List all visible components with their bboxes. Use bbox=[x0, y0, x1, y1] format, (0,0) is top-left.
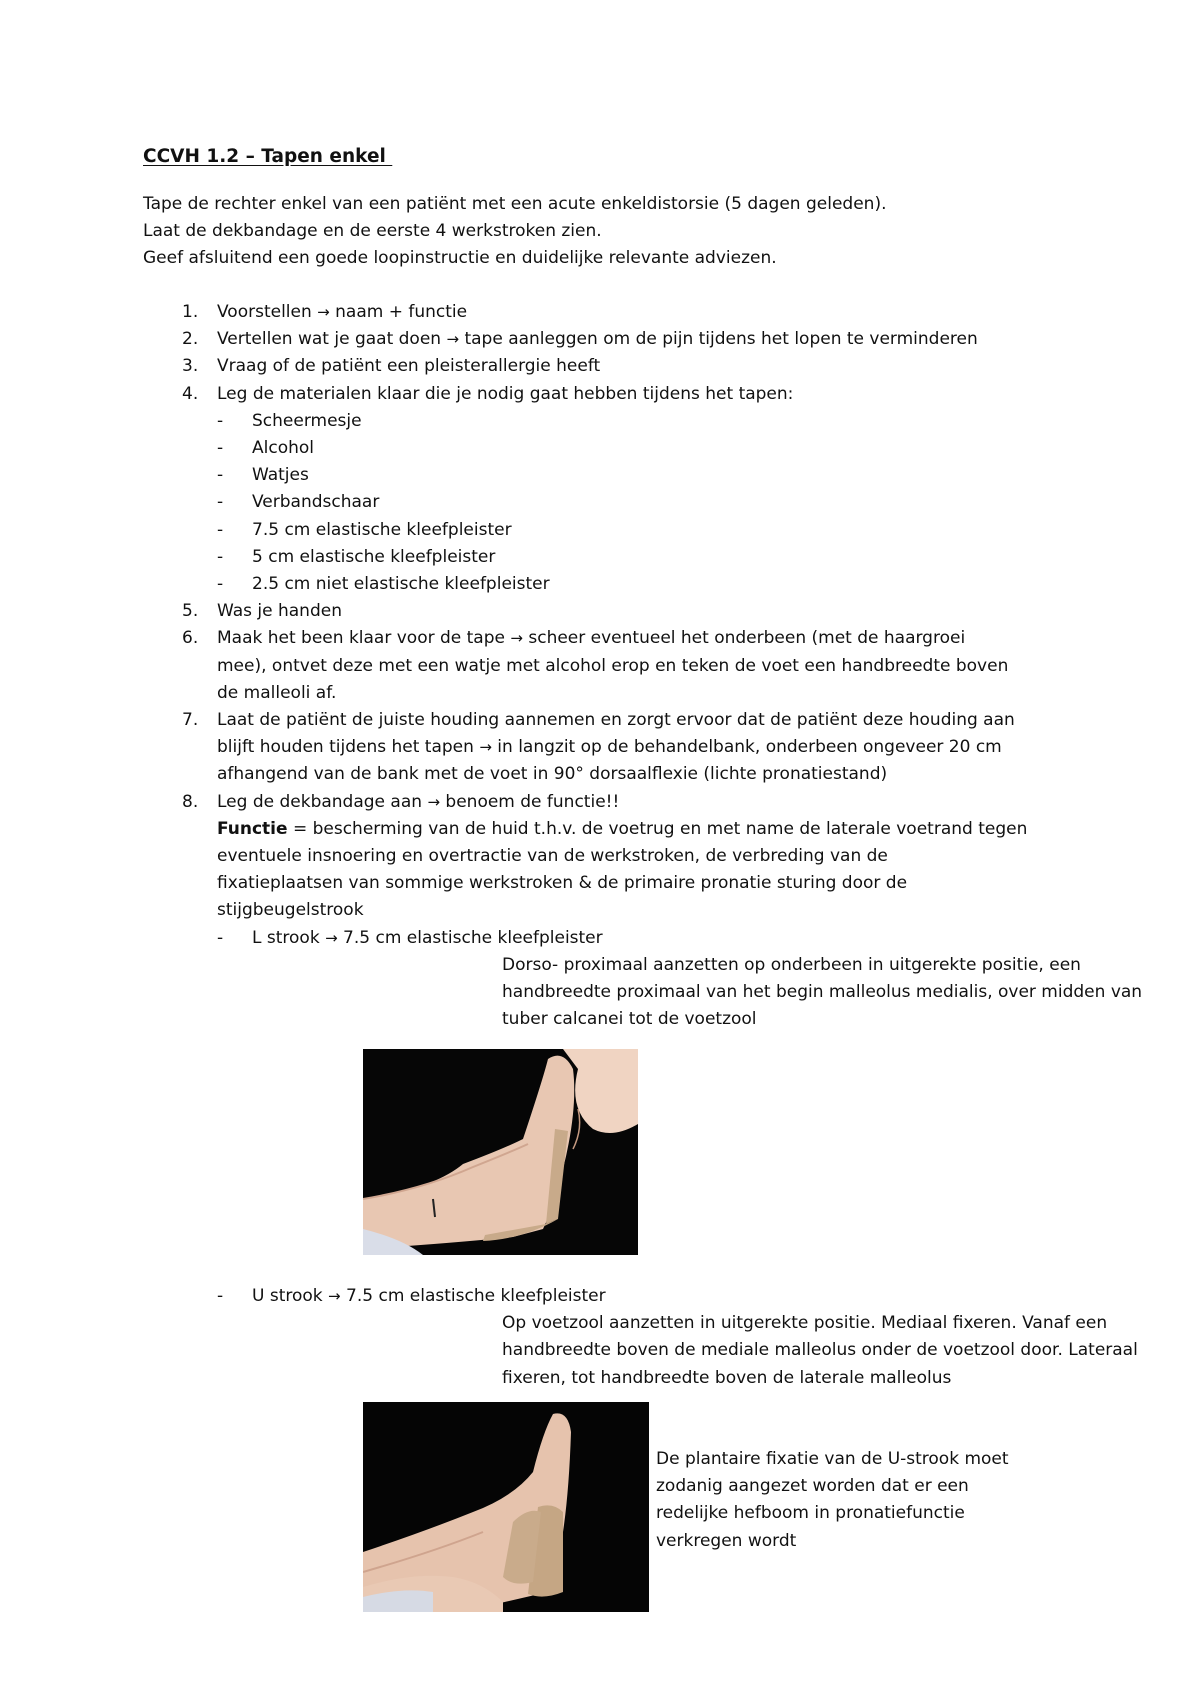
strip-description bbox=[143, 952, 1143, 1034]
material-item: 2.5 cm niet elastische kleefpleister bbox=[252, 574, 550, 595]
bullet-dash: - bbox=[217, 410, 224, 431]
description-line: handbreedte boven de mediale malleolus onder de voetzool door. Lateraal bbox=[502, 1340, 1138, 1361]
step-text: de malleoli af. bbox=[217, 682, 337, 703]
arrow-icon: → bbox=[446, 330, 460, 349]
description-line: Op voetzool aanzetten in uitgerekte positie. Mediaal fixeren. Vanaf een bbox=[502, 1313, 1108, 1334]
arrow-icon: → bbox=[325, 928, 338, 947]
bullet-dash: - bbox=[217, 574, 224, 595]
bullet-dash: - bbox=[217, 546, 224, 567]
bullet-dash: - bbox=[217, 1286, 224, 1306]
arrow-icon: → bbox=[510, 629, 523, 648]
caption-line: zodanig aangezet worden dat er een bbox=[656, 1476, 969, 1497]
strip-name: U strook bbox=[252, 1286, 329, 1306]
step-text: blijft houden tijdens het tapen bbox=[217, 737, 480, 758]
page-title: CCVH 1.2 – Tapen enkel bbox=[143, 146, 393, 167]
list-item bbox=[143, 489, 1073, 516]
step-item bbox=[143, 598, 1073, 625]
step-text: Laat de patiënt de juiste houding aannemen en zorgt ervoor dat de patiënt deze houding aan bbox=[217, 710, 1015, 731]
list-item bbox=[143, 435, 1073, 462]
list-item bbox=[143, 544, 1073, 571]
material-item: 7.5 cm elastische kleefpleister bbox=[252, 519, 512, 540]
strip-material: 7.5 cm elastische kleefpleister bbox=[340, 1286, 606, 1306]
l-strip-photo bbox=[363, 1049, 638, 1255]
step-text: afhangend van de bank met de voet in 90° dorsaalflexie (lichte pronatiestand) bbox=[217, 764, 888, 785]
photo-caption bbox=[656, 1446, 1009, 1555]
description-line: tuber calcanei tot de voetzool bbox=[502, 1009, 757, 1030]
step-text: eventuele insnoering en overtractie van de werkstroken, de verbreding van de bbox=[217, 846, 888, 867]
caption-line: verkregen wordt bbox=[656, 1530, 797, 1551]
step-text: Was je handen bbox=[217, 601, 342, 622]
step-text: naam + functie bbox=[329, 302, 468, 322]
arrow-icon: → bbox=[328, 1287, 341, 1305]
step-number: 5. bbox=[182, 601, 199, 622]
step-item bbox=[143, 625, 1073, 707]
step-text: mee), ontvet deze met een watje met alcohol erop en teken de voet een handbreedte boven bbox=[217, 655, 1009, 676]
description-line: Dorso- proximaal aanzetten op onderbeen in uitgerekte positie, een bbox=[502, 954, 1081, 975]
step-text: scheer eventueel het onderbeen (met de haargroei bbox=[522, 628, 966, 649]
list-item bbox=[143, 571, 1073, 598]
arrow-icon: → bbox=[427, 792, 441, 811]
step-number: 6. bbox=[182, 628, 199, 649]
steps-list bbox=[143, 299, 1143, 1033]
step-item bbox=[143, 353, 1073, 380]
material-item: Alcohol bbox=[252, 438, 314, 459]
step-text: stijgbeugelstrook bbox=[217, 900, 364, 921]
list-item bbox=[143, 1283, 1138, 1310]
u-strip-photo bbox=[363, 1402, 649, 1612]
arrow-icon: → bbox=[317, 303, 330, 321]
intro-line: Geef afsluitend een goede loopinstructie en duidelijke relevante adviezen. bbox=[143, 248, 777, 268]
bullet-dash: - bbox=[217, 492, 224, 513]
step-text: tape aanleggen om de pijn tijdens het lopen te verminderen bbox=[459, 329, 978, 350]
step-item bbox=[143, 707, 1073, 789]
u-strip-section bbox=[143, 1283, 1138, 1392]
step-number: 8. bbox=[182, 791, 199, 812]
intro-line: Tape de rechter enkel van een patiënt met een acute enkeldistorsie (5 dagen geleden). bbox=[143, 194, 887, 214]
list-item bbox=[143, 408, 1073, 435]
list-item bbox=[143, 462, 1073, 489]
strip-material: 7.5 cm elastische kleefpleister bbox=[337, 927, 603, 948]
step-item bbox=[143, 789, 1073, 925]
step-text: benoem de functie!! bbox=[440, 791, 620, 812]
bullet-dash: - bbox=[217, 438, 224, 459]
step-number: 2. bbox=[182, 329, 199, 350]
intro-line: Laat de dekbandage en de eerste 4 werkstroken zien. bbox=[143, 221, 602, 241]
material-item: Scheermesje bbox=[252, 410, 362, 431]
step-item bbox=[143, 326, 1073, 353]
step-text: = bescherming van de huid t.h.v. de voetrug en met name de laterale voetrand tegen bbox=[287, 818, 1028, 839]
step-number: 1. bbox=[182, 302, 199, 322]
step-number: 4. bbox=[182, 383, 199, 404]
bullet-dash: - bbox=[217, 927, 224, 948]
step-text: Vraag of de patiënt een pleisterallergie heeft bbox=[217, 356, 601, 377]
step-text: Leg de materialen klaar die je nodig gaat hebben tijdens het tapen: bbox=[217, 383, 794, 404]
step-number: 3. bbox=[182, 356, 199, 377]
strip-name: L strook bbox=[252, 927, 326, 948]
step-text: fixatieplaatsen van sommige werkstroken & de primaire pronatie sturing door de bbox=[217, 873, 908, 894]
strip-description bbox=[143, 1310, 1138, 1392]
step-item bbox=[143, 299, 1073, 326]
step-text: Voorstellen bbox=[217, 302, 318, 322]
arrow-icon: → bbox=[479, 738, 492, 757]
function-label: Functie bbox=[217, 818, 288, 839]
bullet-dash: - bbox=[217, 465, 224, 486]
caption-line: redelijke hefboom in pronatiefunctie bbox=[656, 1503, 965, 1524]
intro-paragraph bbox=[143, 191, 886, 272]
list-item bbox=[143, 517, 1073, 544]
description-line: handbreedte proximaal van het begin malleolus medialis, over midden van bbox=[502, 982, 1143, 1003]
description-line: fixeren, tot handbreedte boven de laterale malleolus bbox=[502, 1367, 952, 1388]
step-item bbox=[143, 381, 1073, 408]
material-item: Verbandschaar bbox=[252, 492, 380, 513]
list-item bbox=[143, 925, 1073, 952]
step-text: Vertellen wat je gaat doen bbox=[217, 329, 447, 350]
step-text: in langzit op de behandelbank, onderbeen ongeveer 20 cm bbox=[491, 737, 1002, 758]
step-number: 7. bbox=[182, 710, 199, 731]
material-item: 5 cm elastische kleefpleister bbox=[252, 546, 496, 567]
caption-line: De plantaire fixatie van de U-strook moet bbox=[656, 1449, 1009, 1469]
material-item: Watjes bbox=[252, 465, 309, 486]
step-text: Leg de dekbandage aan bbox=[217, 791, 428, 812]
bullet-dash: - bbox=[217, 519, 224, 540]
step-text: Maak het been klaar voor de tape bbox=[217, 628, 511, 649]
